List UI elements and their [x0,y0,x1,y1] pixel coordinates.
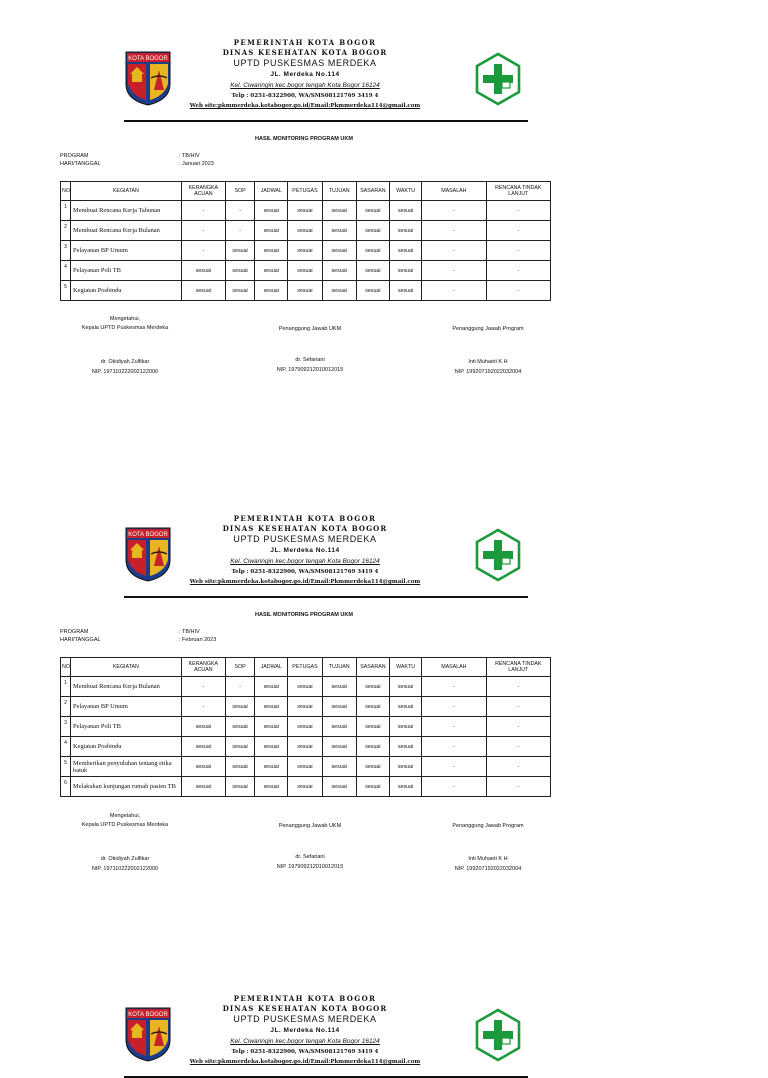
kepala-role: Kepala UPTD Puskesmas Merdeka [81,821,169,828]
cell-sasaran: sesuai [356,717,389,737]
col-sasaran: SASARAN [356,182,389,201]
cell-rencana: - [486,281,550,301]
address: JL. Merdeka No.114 [270,1027,340,1034]
cell-sasaran: sesuai [356,201,389,221]
report-sheet-february [0,512,768,872]
cell-petugas: sesuai [288,281,322,301]
website-email: Web site:pkmmerdeka.kotabogor.go.id/Email:Pkmmerdeka114@gmail.com [189,579,421,585]
cell-kerangka: - [181,677,225,697]
col-masalah: MASALAH [422,658,486,677]
puskesmas-logo [474,52,522,106]
program-label: PROGRAM [60,153,89,159]
cell-tujuan: sesuai [322,757,356,777]
cell-kerangka: sesuai [181,757,225,777]
cell-tujuan: sesuai [322,201,356,221]
dept-name: DINAS KESEHATAN KOTA BOGOR [222,48,388,57]
cell-waktu: sesuai [389,241,421,261]
report-sheet-next [0,992,768,1078]
cell-jadwal: sesuai [255,201,288,221]
cell-masalah: - [422,261,486,281]
program-value: : TB/HIV [179,153,200,159]
signature-program [418,821,558,872]
table-header-row [61,658,551,677]
gov-name: PEMERINTAH KOTA BOGOR [233,514,377,523]
cell-kegiatan: Pelayanan BP Umum [71,241,182,261]
cell-masalah: - [422,677,486,697]
cell-waktu: sesuai [389,261,421,281]
cell-no: 5 [61,281,71,301]
letterhead [0,512,768,598]
cell-kegiatan: Membuat Rencana Kerja Tahunan [71,201,182,221]
table-body [61,677,551,797]
monitoring-table [60,181,551,301]
cell-kerangka: - [181,201,225,221]
cell-petugas: sesuai [288,677,322,697]
cell-masalah: - [422,281,486,301]
cell-rencana: - [486,697,550,717]
gov-name: PEMERINTAH KOTA BOGOR [233,38,377,47]
cell-jadwal: sesuai [255,777,288,797]
cell-sop: - [225,221,254,241]
program-pic-name: Inti Muhaeti K H [468,855,508,862]
cell-tujuan: sesuai [322,777,356,797]
table-row [61,737,551,757]
cell-sasaran: sesuai [356,777,389,797]
uptd-name: UPTD PUSKESMAS MERDEKA [233,534,377,544]
cell-no: 1 [61,677,71,697]
table-row [61,201,551,221]
cell-no: 3 [61,241,71,261]
ukm-name: dr. Sefariani [295,357,325,363]
cell-rencana: - [486,757,550,777]
letterhead-divider [124,120,528,122]
cell-no: 2 [61,697,71,717]
ukm-nip: NIP. 197909212010012015 [276,863,344,870]
cell-waktu: sesuai [389,737,421,757]
cell-jadwal: sesuai [255,717,288,737]
cell-tujuan: sesuai [322,221,356,241]
cell-sasaran: sesuai [356,697,389,717]
cell-rencana: - [486,201,550,221]
kepala-role: Kepala UPTD Puskesmas Merdeka [81,325,169,331]
cell-sop: - [225,201,254,221]
kepala-name: dr. Okidiyah Zulfikar [100,359,150,365]
cell-kegiatan: Pelayanan Poli TB [71,717,182,737]
cell-sasaran: sesuai [356,281,389,301]
col-waktu: WAKTU [389,182,421,201]
col-kegiatan: KEGIATAN [71,182,182,201]
cell-rencana: - [486,717,550,737]
col-no: NO [61,182,71,201]
table-row [61,241,551,261]
cell-rencana: - [486,737,550,757]
signature-ukm [240,324,380,373]
table-row [61,717,551,737]
cell-no: 1 [61,201,71,221]
cell-masalah: - [422,241,486,261]
program-pic-nip: NIP. 199207192022032004 [454,865,522,872]
mengetahui-label: Mengetahui, [109,812,141,819]
table-row [61,777,551,797]
cell-tujuan: sesuai [322,737,356,757]
cell-jadwal: sesuai [255,757,288,777]
cell-tujuan: sesuai [322,677,356,697]
cell-no: 4 [61,261,71,281]
col-petugas: PETUGAS [288,182,322,201]
cell-masalah: - [422,757,486,777]
cell-masalah: - [422,717,486,737]
kelurahan: Kel. Ciwaringin kec.bogor tengah Kota Bogor 16124 [230,82,380,89]
kepala-nip: NIP. 197110222002122000 [91,865,159,872]
cell-sop: sesuai [225,261,254,281]
letterhead-text [180,514,430,588]
kota-bogor-logo [124,526,172,582]
cell-jadwal: sesuai [255,261,288,281]
report-title: HASIL MONITORING PROGRAM UKM [255,612,353,618]
cell-waktu: sesuai [389,281,421,301]
cell-waktu: sesuai [389,677,421,697]
cell-sasaran: sesuai [356,241,389,261]
cell-masalah: - [422,737,486,757]
cell-petugas: sesuai [288,201,322,221]
col-rencana: RENCANA TINDAK LANJUT [486,658,550,677]
letterhead-text [180,38,430,112]
cell-kerangka: - [181,241,225,261]
date-line [60,160,214,168]
cell-petugas: sesuai [288,737,322,757]
cell-sop: - [225,677,254,697]
report-sheet-january [0,36,768,375]
logo-text: KOTA BOGOR [128,56,168,62]
letterhead [0,992,768,1078]
cell-sasaran: sesuai [356,757,389,777]
col-tujuan: TUJUAN [322,658,356,677]
cell-kegiatan: Pelayanan Poli TB [71,261,182,281]
cell-waktu: sesuai [389,221,421,241]
cell-petugas: sesuai [288,717,322,737]
cell-petugas: sesuai [288,241,322,261]
cell-kegiatan: Memberikan penyuluhan tentang etika batuk [71,757,182,777]
program-pic-name: Inti Muhaeti K H [468,359,508,365]
cell-sop: sesuai [225,697,254,717]
cell-kerangka: sesuai [181,261,225,281]
cell-no: 6 [61,777,71,797]
program-value: : TB/HIV [179,629,200,635]
cell-kegiatan: Membuat Rencana Kerja Bulanan [71,677,182,697]
cell-petugas: sesuai [288,221,322,241]
cell-sop: sesuai [225,757,254,777]
website-email: Web site:pkmmerdeka.kotabogor.go.id/Email:Pkmmerdeka114@gmail.com [189,103,421,109]
cell-no: 5 [61,757,71,777]
kota-bogor-logo [124,1006,172,1062]
cell-kerangka: - [181,697,225,717]
date-label: HARI/TANGGAL [60,637,101,643]
telp: Telp : 0251-8322900, WA/SMS08121769 3419 4 [231,569,379,575]
cell-kegiatan: Kegiatan Posbindu [71,281,182,301]
signature-program [418,324,558,375]
col-jadwal: JADWAL [255,658,288,677]
program-pic-nip: NIP. 199207192022032004 [454,369,522,375]
cell-sasaran: sesuai [356,221,389,241]
program-role: Penanggung Jawab Program [452,326,524,332]
cell-kerangka: - [181,221,225,241]
table-body [61,201,551,301]
cell-jadwal: sesuai [255,281,288,301]
date-value: : Februari 2023 [179,637,217,643]
col-kegiatan: KEGIATAN [71,658,182,677]
signature-kepala [60,314,190,375]
cell-jadwal: sesuai [255,677,288,697]
gov-name: PEMERINTAH KOTA BOGOR [233,994,377,1003]
uptd-name: UPTD PUSKESMAS MERDEKA [233,1014,377,1024]
kelurahan: Kel. Ciwaringin kec.bogor tengah Kota Bogor 16124 [230,558,380,565]
kelurahan: Kel. Ciwaringin kec.bogor tengah Kota Bogor 16124 [230,1038,380,1045]
date-label: HARI/TANGGAL [60,161,101,167]
ukm-nip: NIP. 197909212010012015 [276,367,344,373]
cell-sop: sesuai [225,777,254,797]
col-petugas: PETUGAS [288,658,322,677]
puskesmas-logo [474,528,522,582]
mengetahui-label: Mengetahui, [109,316,141,322]
cell-rencana: - [486,241,550,261]
col-tujuan: TUJUAN [322,182,356,201]
cell-masalah: - [422,777,486,797]
col-jadwal: JADWAL [255,182,288,201]
cell-kegiatan: Membuat Rencana Kerja Bulanan [71,221,182,241]
address: JL. Merdeka No.114 [270,547,340,554]
letterhead-divider [124,596,528,598]
cell-no: 2 [61,221,71,241]
cell-jadwal: sesuai [255,221,288,241]
cell-rencana: - [486,221,550,241]
table-row [61,261,551,281]
date-line [60,636,216,644]
cell-masalah: - [422,201,486,221]
cell-sop: sesuai [225,737,254,757]
cell-jadwal: sesuai [255,697,288,717]
logo-text: KOTA BOGOR [128,532,168,538]
program-role: Penanggung Jawab Program [452,822,524,829]
col-kerangka: KERANGKA ACUAN [181,182,225,201]
telp: Telp : 0251-8322900, WA/SMS08121769 3419 4 [231,93,379,99]
cell-no: 4 [61,737,71,757]
ukm-name: dr. Sefariani [295,853,325,860]
cell-sop: sesuai [225,281,254,301]
cell-kerangka: sesuai [181,777,225,797]
table-row [61,677,551,697]
col-kerangka: KERANGKA ACUAN [181,658,225,677]
col-sop: SOP [225,658,254,677]
table-header-row [61,182,551,201]
kota-bogor-logo [124,50,172,106]
cell-sasaran: sesuai [356,737,389,757]
address: JL. Merdeka No.114 [270,71,340,78]
cell-waktu: sesuai [389,777,421,797]
cell-waktu: sesuai [389,201,421,221]
telp: Telp : 0251-8322900, WA/SMS08121769 3419 4 [231,1049,379,1055]
cell-kegiatan: Melakukan kunjungan rumah pasien TB [71,777,182,797]
ukm-role: Penanggung Jawab UKM [278,822,342,829]
dept-name: DINAS KESEHATAN KOTA BOGOR [222,524,388,533]
cell-sop: sesuai [225,717,254,737]
cell-tujuan: sesuai [322,697,356,717]
signature-ukm [240,821,380,870]
monitoring-table [60,657,551,797]
cell-no: 3 [61,717,71,737]
cell-kerangka: sesuai [181,737,225,757]
cell-sasaran: sesuai [356,677,389,697]
signature-kepala [60,811,190,872]
program-line [60,152,200,160]
cell-tujuan: sesuai [322,261,356,281]
table-row [61,697,551,717]
cell-masalah: - [422,697,486,717]
cell-sop: sesuai [225,241,254,261]
cell-kegiatan: Pelayanan BP Umum [71,697,182,717]
cell-tujuan: sesuai [322,241,356,261]
kepala-name: dr. Okidiyah Zulfikar [100,855,150,862]
letterhead-text [180,994,430,1068]
col-sop: SOP [225,182,254,201]
cell-jadwal: sesuai [255,241,288,261]
col-rencana: RENCANA TINDAK LANJUT [486,182,550,201]
dept-name: DINAS KESEHATAN KOTA BOGOR [222,1004,388,1013]
cell-rencana: - [486,677,550,697]
program-line [60,628,200,636]
cell-rencana: - [486,261,550,281]
cell-petugas: sesuai [288,697,322,717]
puskesmas-logo [474,1008,522,1062]
website-email: Web site:pkmmerdeka.kotabogor.go.id/Email:Pkmmerdeka114@gmail.com [189,1059,421,1065]
logo-text: KOTA BOGOR [128,1012,168,1018]
cell-masalah: - [422,221,486,241]
cell-waktu: sesuai [389,717,421,737]
cell-petugas: sesuai [288,777,322,797]
cell-rencana: - [486,777,550,797]
cell-jadwal: sesuai [255,737,288,757]
ukm-role: Penanggung Jawab UKM [278,326,342,332]
col-sasaran: SASARAN [356,658,389,677]
cell-petugas: sesuai [288,261,322,281]
cell-kerangka: sesuai [181,717,225,737]
cell-tujuan: sesuai [322,281,356,301]
col-waktu: WAKTU [389,658,421,677]
col-no: NO [61,658,71,677]
table-row [61,757,551,777]
cell-petugas: sesuai [288,757,322,777]
cell-waktu: sesuai [389,697,421,717]
cell-sasaran: sesuai [356,261,389,281]
date-value: : Januari 2023 [179,161,214,167]
col-masalah: MASALAH [422,182,486,201]
table-row [61,281,551,301]
letterhead [0,36,768,122]
report-title: HASIL MONITORING PROGRAM UKM [255,136,353,142]
table-row [61,221,551,241]
program-label: PROGRAM [60,629,89,635]
cell-kerangka: sesuai [181,281,225,301]
cell-waktu: sesuai [389,757,421,777]
kepala-nip: NIP. 197110222002122000 [91,369,159,375]
cell-kegiatan: Kegiatan Posbindu [71,737,182,757]
uptd-name: UPTD PUSKESMAS MERDEKA [233,58,377,68]
cell-tujuan: sesuai [322,717,356,737]
